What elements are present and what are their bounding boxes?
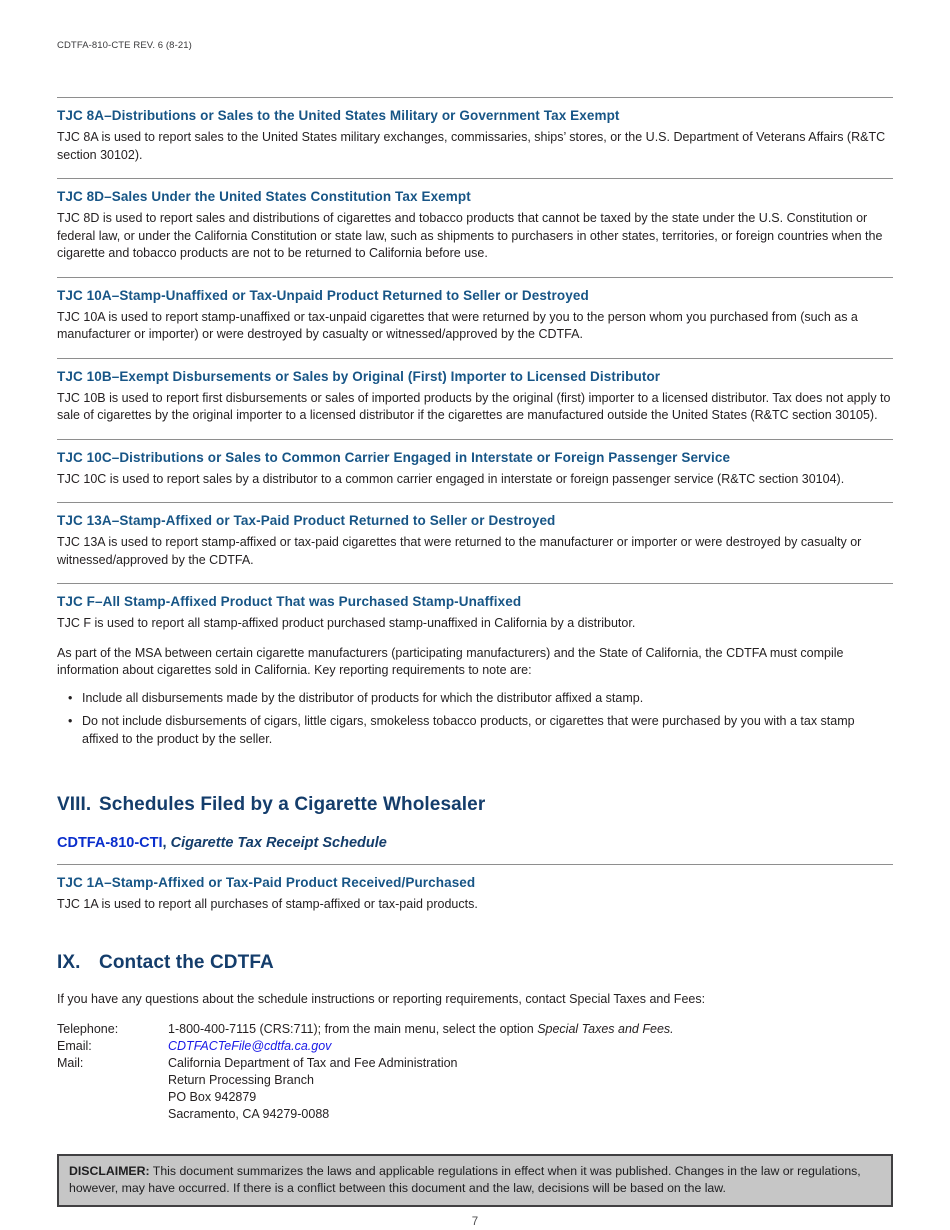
list-item: • Do not include disbursements of cigars, little cigars, smokeless tobacco products, or cigarettes that were purchased by you with a tax stamp affixed to the product by the seller.: [82, 713, 893, 748]
section-tjc-1a: [57, 865, 893, 928]
mail-address-line: PO Box 942879: [168, 1090, 257, 1104]
section-body: TJC 10B is used to report first disbursements or sales of imported products by the original (first) importer to a licensed distributor. Tax does not apply to sale of cigarettes by the original importer to a licensed distributor if the cigarettes are manufactured outside the United States (R&TC section 30105).: [57, 390, 891, 422]
heading-numeral: VIII.: [57, 794, 92, 815]
contact-row-telephone: [57, 1021, 893, 1038]
schedule-reference-line: [57, 835, 893, 851]
form-cdtfa-810-cti-link[interactable]: CDTFA-810-CTI: [57, 835, 163, 851]
section-body: TJC 10A is used to report stamp-unaffixed or tax-unpaid cigarettes that were returned by you to the person whom you purchased from (such as a manufacturer or importer) or were destroyed by casualty or witnessed/approved by the CDTFA.: [57, 309, 858, 341]
section-tjc-10c: [57, 440, 893, 503]
contact-table: [57, 1021, 893, 1123]
section-tjc-8a: [57, 98, 893, 178]
contact-row-email: [57, 1038, 893, 1055]
telephone-label: Telephone:: [57, 1022, 119, 1036]
section-heading: TJC 10A–Stamp-Unaffixed or Tax-Unpaid Product Returned to Seller or Destroyed: [57, 287, 589, 303]
section-body: TJC 10C is used to report sales by a distributor to a common carrier engaged in interstate or foreign passenger service (R&TC section 30104).: [57, 471, 845, 486]
heading-numeral: IX.: [57, 951, 81, 973]
section-heading: TJC 8D–Sales Under the United States Constitution Tax Exempt: [57, 189, 471, 204]
list-item: • Include all disbursements made by the distributor of products for which the distributor affixed a stamp.: [82, 690, 893, 708]
section-body: TJC 8A is used to report sales to the United States military exchanges, commissaries, ships’ stores, or the U.S. Department of Veterans Affairs (R&TC section 30102).: [57, 130, 886, 162]
section-tjc-f: [57, 584, 893, 768]
disclaimer-label: DISCLAIMER:: [69, 1164, 150, 1178]
section-body: TJC 13A is used to report stamp-affixed or tax-paid cigarettes that were returned to the manufacturer or importer or were destroyed by casualty or witnessed/approved by the CDTFA.: [57, 535, 862, 567]
section-tjc-13a: [57, 503, 893, 583]
heading-schedules-wholesaler: [57, 794, 893, 816]
mail-label: Mail:: [57, 1056, 84, 1070]
contact-row-mail: [57, 1055, 893, 1123]
mail-address-line: Return Processing Branch: [168, 1073, 314, 1087]
page-number: 7: [471, 1216, 479, 1228]
key-requirements-list: [57, 690, 893, 749]
disclaimer-text: This document summarizes the laws and applicable regulations in effect when it was published. Changes in the law or regulations, however, may have occurred. If there is a conflict between this document and the law, decisions will be based on the law.: [69, 1164, 861, 1195]
section-body: TJC F is used to report all stamp-affixed product purchased stamp-unaffixed in California by a distributor.: [57, 616, 636, 630]
section-heading: TJC 1A–Stamp-Affixed or Tax-Paid Product Received/Purchased: [57, 875, 476, 890]
section-heading: TJC F–All Stamp-Affixed Product That was Purchased Stamp-Unaffixed: [57, 594, 522, 609]
contact-intro: If you have any questions about the schedule instructions or reporting requirements, contact Special Taxes and Fees:: [57, 991, 706, 1006]
msa-paragraph: As part of the MSA between certain cigarette manufacturers (participating manufacturers) and the State of California, the CDTFA must compile information about cigarettes sold in California. Key reporting requirements to note are:: [57, 645, 844, 677]
section-tjc-10a: [57, 278, 893, 358]
heading-title: Schedules Filed by a Cigarette Wholesaler: [99, 794, 486, 815]
telephone-value: 1-800-400-7115 (CRS:711); from the main menu, select the option Special Taxes and Fees.: [168, 1022, 674, 1036]
schedule-title: Cigarette Tax Receipt Schedule: [170, 835, 387, 851]
email-link[interactable]: CDTFACTeFile@cdtfa.ca.gov: [168, 1039, 332, 1053]
email-label: Email:: [57, 1039, 92, 1053]
section-tjc-10b: [57, 359, 893, 439]
disclaimer-box: [57, 1154, 893, 1207]
section-heading: TJC 10B–Exempt Disbursements or Sales by Original (First) Importer to Licensed Distributor: [57, 368, 661, 384]
section-heading: TJC 10C–Distributions or Sales to Common Carrier Engaged in Interstate or Foreign Passenger Service: [57, 449, 731, 465]
section-heading: TJC 13A–Stamp-Affixed or Tax-Paid Product Returned to Seller or Destroyed: [57, 513, 556, 528]
form-code: CDTFA-810-CTE REV. 6 (8-21): [57, 40, 192, 51]
heading-contact-cdtfa: [57, 952, 893, 974]
schedule-separator: ,: [162, 835, 171, 851]
section-tjc-8d: [57, 179, 893, 277]
telephone-option-name: Special Taxes and Fees.: [537, 1022, 674, 1036]
mail-address-line: California Department of Tax and Fee Administration: [168, 1056, 458, 1070]
mail-address-line: Sacramento, CA 94279-0088: [168, 1107, 330, 1121]
heading-title: Contact the CDTFA: [99, 951, 274, 973]
section-body: TJC 8D is used to report sales and distributions of cigarettes and tobacco products that cannot be taxed by the state under the U.S. Constitution or federal law, or under the California Constitution or state law, such as shipments to purchasers in other states, territories, or foreign countries when the cigarette and tobacco products are not to be returned to California before use.: [57, 211, 883, 260]
section-heading: TJC 8A–Distributions or Sales to the United States Military or Government Tax Exempt: [57, 108, 620, 123]
mail-address: [168, 1055, 458, 1123]
section-body: TJC 1A is used to report all purchases of stamp-affixed or tax-paid products.: [57, 897, 478, 911]
